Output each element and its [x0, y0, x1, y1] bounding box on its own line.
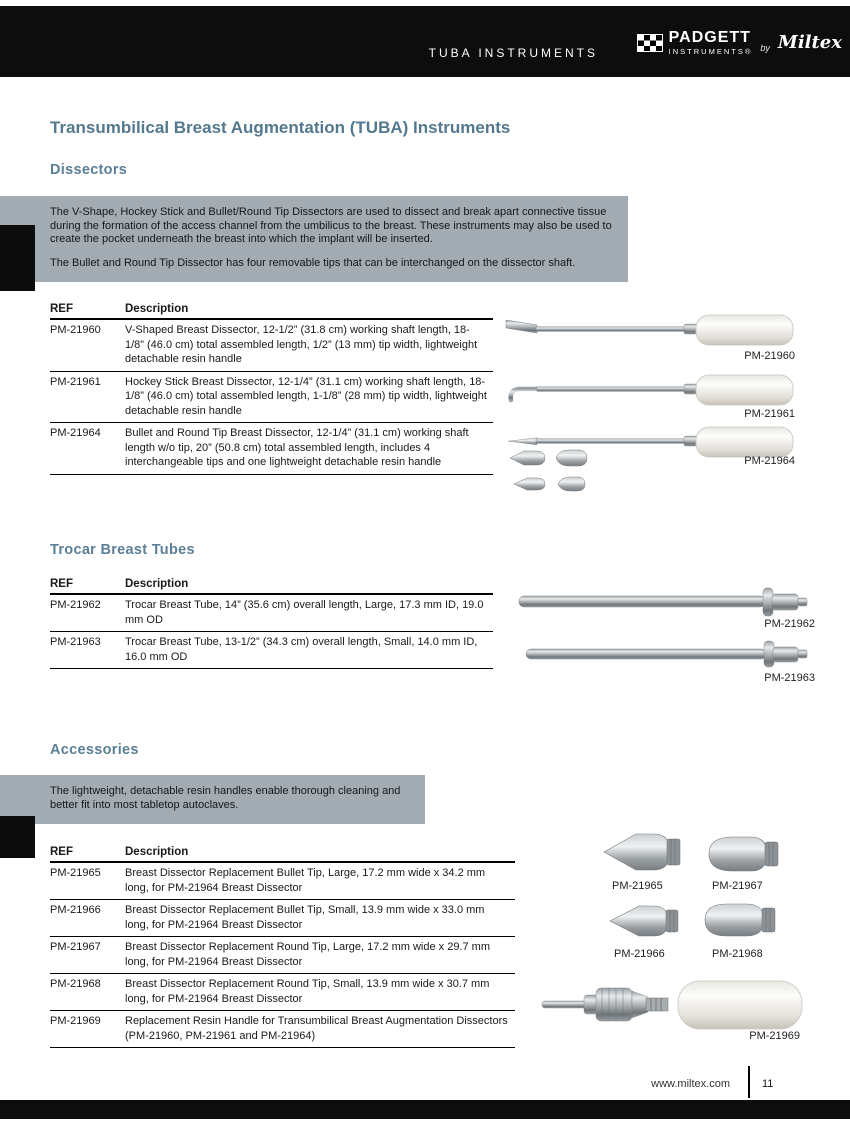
accessories-info-box: [0, 775, 425, 824]
round-tip-large-image: [705, 830, 785, 878]
table-row: [50, 423, 493, 475]
accessories-table: [50, 846, 515, 1048]
column-header-ref: REF: [50, 303, 125, 319]
v-shaped-dissector-image: [505, 312, 795, 348]
item-description: Replacement Resin Handle for Transumbilical Breast Augmentation Dissectors (PM-21960, PM-21961 and PM-21964): [125, 1011, 515, 1048]
section-heading-trocar: Trocar Breast Tubes: [50, 542, 195, 558]
trocar-table: [50, 578, 493, 669]
figure-caption: PM-21965: [612, 880, 663, 892]
hockey-stick-dissector-image: [505, 372, 795, 410]
item-description: Breast Dissector Replacement Round Tip, Small, 13.9 mm wide x 30.7 mm long, for PM-21964 Breast Dissector: [125, 974, 515, 1011]
dissectors-info-box: [0, 196, 628, 282]
section-heading-accessories: Accessories: [50, 742, 139, 758]
table-row: [50, 632, 493, 669]
ref-number: PM-21966: [50, 900, 125, 937]
table-row: [50, 371, 493, 423]
round-tip-small-image: [700, 896, 784, 944]
top-bar: [0, 6, 850, 77]
ref-number: PM-21965: [50, 862, 125, 900]
figure-caption: PM-21963: [764, 672, 815, 684]
dissector-tips-set-image: [508, 446, 604, 498]
item-description: Hockey Stick Breast Dissector, 12-1/4” (31.1 cm) working shaft length, 18-1/8” (46.0 cm) total assembled length, 1-1/8” (28 mm) tip width, lightweight detachable resin handle: [125, 371, 493, 423]
column-header-description: Description: [125, 578, 493, 594]
figure-caption: PM-21966: [614, 948, 665, 960]
table-row: [50, 974, 515, 1011]
column-header-ref: REF: [50, 846, 125, 862]
bottom-bar: [0, 1100, 850, 1119]
trocar-tube-small-image: [522, 637, 815, 671]
accessories-info-paragraph: The lightweight, detachable resin handles enable thorough cleaning and better fit into most tabletop autoclaves.: [50, 785, 401, 811]
figure-caption: PM-21964: [744, 455, 795, 467]
ref-number: PM-21964: [50, 423, 125, 475]
ref-number: PM-21961: [50, 371, 125, 423]
section-heading-dissectors: Dissectors: [50, 162, 128, 178]
item-description: Breast Dissector Replacement Bullet Tip, Small, 13.9 mm wide x 33.0 mm long, for PM-21964 Breast Dissector: [125, 900, 515, 937]
item-description: V-Shaped Breast Dissector, 12-1/2” (31.8 cm) working shaft length, 18-1/8” (46.0 cm) total assembled length, 1/2” (13 mm) tip width, lightweight detachable resin handle: [125, 319, 493, 371]
brand-by: by: [760, 42, 770, 53]
dissectors-info-paragraph-1: The V-Shape, Hockey Stick and Bullet/Round Tip Dissectors are used to dissect and break apart connective tissue during the formation of the access channel from the umbilicus to the breast. These instruments may also be used to create the pocket underneath the breast into which the implant will be inserted.: [50, 206, 612, 245]
column-header-description: Description: [125, 303, 493, 319]
page-category-title: TUBA INSTRUMENTS: [428, 46, 598, 60]
table-row: [50, 937, 515, 974]
dissectors-table: [50, 303, 493, 475]
bullet-tip-large-image: [600, 826, 685, 878]
table-row: [50, 319, 493, 371]
ref-number: PM-21960: [50, 319, 125, 371]
brand-miltex: Miltex: [777, 32, 842, 54]
figure-caption: PM-21967: [712, 880, 763, 892]
dissectors-info-paragraph-2: The Bullet and Round Tip Dissector has four removable tips that can be interchanged on the dissector shaft.: [50, 256, 576, 269]
brand-padgett: PADGETT INSTRUMENTS®: [668, 29, 753, 56]
item-description: Breast Dissector Replacement Round Tip, Large, 17.2 mm wide x 29.7 mm long, for PM-21964 Breast Dissector: [125, 937, 515, 974]
figure-caption: PM-21960: [744, 350, 795, 362]
figure-caption: PM-21961: [744, 408, 795, 420]
checkered-flag-icon: [637, 34, 663, 52]
ref-number: PM-21969: [50, 1011, 125, 1048]
table-row: [50, 862, 515, 900]
ref-number: PM-21967: [50, 937, 125, 974]
page-title: Transumbilical Breast Augmentation (TUBA) Instruments: [50, 118, 511, 137]
ref-number: PM-21963: [50, 632, 125, 669]
table-row: [50, 1011, 515, 1048]
ref-number: PM-21968: [50, 974, 125, 1011]
table-row: [50, 594, 493, 632]
column-header-description: Description: [125, 846, 515, 862]
item-description: Bullet and Round Tip Breast Dissector, 12-1/4” (31.1 cm) working shaft length w/o tip, 20” (50.8 cm) total assembled length, includes 4 interchangeable tips and one lightweight detachable resin handle: [125, 423, 493, 475]
bullet-tip-small-image: [606, 898, 684, 944]
resin-handle-image: [540, 975, 805, 1035]
footer-divider: [748, 1066, 750, 1098]
item-description: Breast Dissector Replacement Bullet Tip, Large, 17.2 mm wide x 34.2 mm long, for PM-21964 Breast Dissector: [125, 862, 515, 900]
ref-number: PM-21962: [50, 594, 125, 632]
brand-logo: [637, 30, 842, 56]
trocar-tube-large-image: [515, 585, 815, 619]
column-header-ref: REF: [50, 578, 125, 594]
footer-website-link[interactable]: www.miltex.com: [651, 1078, 730, 1090]
item-description: Trocar Breast Tube, 13-1/2” (34.3 cm) overall length, Small, 14.0 mm ID, 16.0 mm OD: [125, 632, 493, 669]
table-row: [50, 900, 515, 937]
figure-caption: PM-21962: [764, 618, 815, 630]
figure-caption: PM-21968: [712, 948, 763, 960]
footer-page-number: 11: [762, 1078, 774, 1090]
item-description: Trocar Breast Tube, 14” (35.6 cm) overall length, Large, 17.3 mm ID, 19.0 mm OD: [125, 594, 493, 632]
figure-caption: PM-21969: [749, 1030, 800, 1042]
